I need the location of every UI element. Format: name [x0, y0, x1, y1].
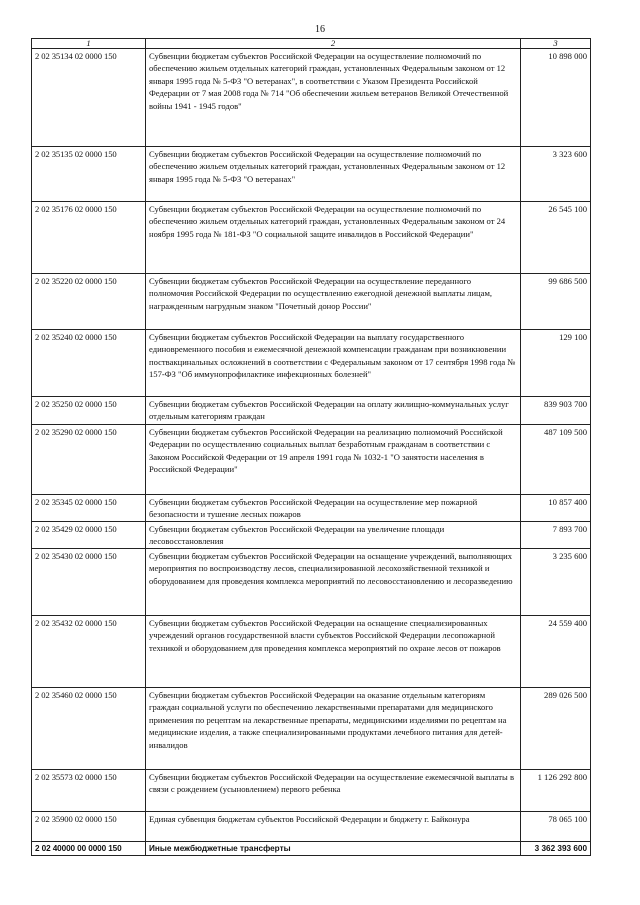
- table-row: [32, 495, 591, 522]
- row-amount: 26 545 100: [521, 202, 591, 274]
- row-code: 2 02 35432 02 0000 150: [32, 616, 146, 688]
- row-amount: 10 857 400: [521, 495, 591, 522]
- row-code: 2 02 35250 02 0000 150: [32, 397, 146, 425]
- table-row: [32, 397, 591, 425]
- row-amount: 1 126 292 800: [521, 770, 591, 812]
- row-code: 2 02 35460 02 0000 150: [32, 688, 146, 770]
- row-description: Субвенции бюджетам субъектов Российской Федерации на увеличение площади лесовосстановления: [146, 522, 521, 549]
- row-description: Субвенции бюджетам субъектов Российской Федерации на осуществление полномочий по обеспечению жильем отдельных категорий граждан, установленных Федеральным законом от 24 ноября 1995 года № 181-ФЗ "О социальной защите инвалидов в Российской Федерации": [146, 202, 521, 274]
- row-amount: 10 898 000: [521, 49, 591, 147]
- row-code: 2 02 35430 02 0000 150: [32, 549, 146, 616]
- row-amount: 839 903 700: [521, 397, 591, 425]
- row-amount: 7 893 700: [521, 522, 591, 549]
- table-row: [32, 274, 591, 330]
- row-amount: 99 686 500: [521, 274, 591, 330]
- column-header-3: 3: [521, 39, 591, 49]
- row-code: 2 02 35573 02 0000 150: [32, 770, 146, 812]
- table-row: [32, 616, 591, 688]
- row-code: 2 02 35220 02 0000 150: [32, 274, 146, 330]
- budget-table: [31, 38, 591, 856]
- row-code: 2 02 35429 02 0000 150: [32, 522, 146, 549]
- total-code: 2 02 40000 00 0000 150: [32, 842, 146, 856]
- table-row: [32, 147, 591, 202]
- row-amount: 3 323 600: [521, 147, 591, 202]
- table-row: [32, 688, 591, 770]
- row-code: 2 02 35135 02 0000 150: [32, 147, 146, 202]
- row-description: Субвенции бюджетам субъектов Российской Федерации на выплату государственного единовременного пособия и ежемесячной денежной компенсации гражданам при возникновении поствакцинальных осложнений в соответствии с Федеральным законом от 17 сентября 1998 года № 157-ФЗ "Об иммунопрофилактике инфекционных болезней": [146, 330, 521, 397]
- table-row: [32, 425, 591, 495]
- row-description: Субвенции бюджетам субъектов Российской Федерации на осуществление полномочий по обеспечению жильем отдельных категорий граждан, установленных Федеральным законом от 12 января 1995 года № 5-ФЗ "О ветеранах": [146, 147, 521, 202]
- table-row: [32, 812, 591, 842]
- table-row: [32, 770, 591, 812]
- row-code: 2 02 35240 02 0000 150: [32, 330, 146, 397]
- row-description: Субвенции бюджетам субъектов Российской Федерации на осуществление ежемесячной выплаты в связи с рождением (усыновлением) первого ребенка: [146, 770, 521, 812]
- row-amount: 129 100: [521, 330, 591, 397]
- row-description: Единая субвенция бюджетам субъектов Российской Федерации и бюджету г. Байконура: [146, 812, 521, 842]
- table-row: [32, 202, 591, 274]
- row-code: 2 02 35176 02 0000 150: [32, 202, 146, 274]
- page-number: 16: [315, 24, 325, 35]
- total-description: Иные межбюджетные трансферты: [146, 842, 521, 856]
- row-code: 2 02 35345 02 0000 150: [32, 495, 146, 522]
- total-amount: 3 362 393 600: [521, 842, 591, 856]
- row-description: Субвенции бюджетам субъектов Российской Федерации на оснащение учреждений, выполняющих мероприятия по воспроизводству лесов, специализированной лесохозяйственной техникой и оборудованием для проведения комплекса мероприятий по лесовосстановлению и лесоразведению: [146, 549, 521, 616]
- table-row: [32, 549, 591, 616]
- row-description: Субвенции бюджетам субъектов Российской Федерации на осуществление полномочий по обеспечению жильем отдельных категорий граждан, установленных Федеральным законом от 12 января 1995 года № 5-ФЗ "О ветеранах", в соответствии с Указом Президента Российской Федерации от 7 мая 2008 года № 714 "Об обеспечении жильем ветеранов Великой Отечественной войны 1941 - 1945 годов": [146, 49, 521, 147]
- row-description: Субвенции бюджетам субъектов Российской Федерации на осуществление переданного полномочия Российской Федерации по осуществлению ежегодной денежной выплаты лицам, награжденным нагрудным знаком "Почетный донор России": [146, 274, 521, 330]
- row-description: Субвенции бюджетам субъектов Российской Федерации на оснащение специализированных учреждений органов государственной власти субъектов Российской Федерации лесопожарной техникой и оборудованием для проведения комплекса мероприятий по охране лесов от пожаров: [146, 616, 521, 688]
- row-code: 2 02 35134 02 0000 150: [32, 49, 146, 147]
- table-row: [32, 49, 591, 147]
- column-header-1: 1: [32, 39, 146, 49]
- row-description: Субвенции бюджетам субъектов Российской Федерации на оказание отдельным категориям граждан социальной услуги по обеспечению лекарственными препаратами для медицинского применения по рецептам на лекарственные препараты, медицинскими изделиями по рецептам на медицинские изделия, а также специализированными продуктами лечебного питания для детей-инвалидов: [146, 688, 521, 770]
- column-header-2: 2: [146, 39, 521, 49]
- row-amount: 24 559 400: [521, 616, 591, 688]
- row-description: Субвенции бюджетам субъектов Российской Федерации на оплату жилищно-коммунальных услуг отдельным категориям граждан: [146, 397, 521, 425]
- table-row: [32, 330, 591, 397]
- row-code: 2 02 35900 02 0000 150: [32, 812, 146, 842]
- table-row: [32, 522, 591, 549]
- table-total-row: [32, 842, 591, 856]
- row-amount: 289 026 500: [521, 688, 591, 770]
- row-amount: 487 109 500: [521, 425, 591, 495]
- table-header-row: [32, 39, 591, 49]
- row-amount: 3 235 600: [521, 549, 591, 616]
- row-description: Субвенции бюджетам субъектов Российской Федерации на осуществление мер пожарной безопасности и тушение лесных пожаров: [146, 495, 521, 522]
- row-code: 2 02 35290 02 0000 150: [32, 425, 146, 495]
- row-amount: 78 065 100: [521, 812, 591, 842]
- row-description: Субвенции бюджетам субъектов Российской Федерации на реализацию полномочий Российской Федерации по осуществлению социальных выплат безработным гражданам в соответствии с Законом Российской Федерации от 19 апреля 1991 года № 1032-1 "О занятости населения в Российской Федерации": [146, 425, 521, 495]
